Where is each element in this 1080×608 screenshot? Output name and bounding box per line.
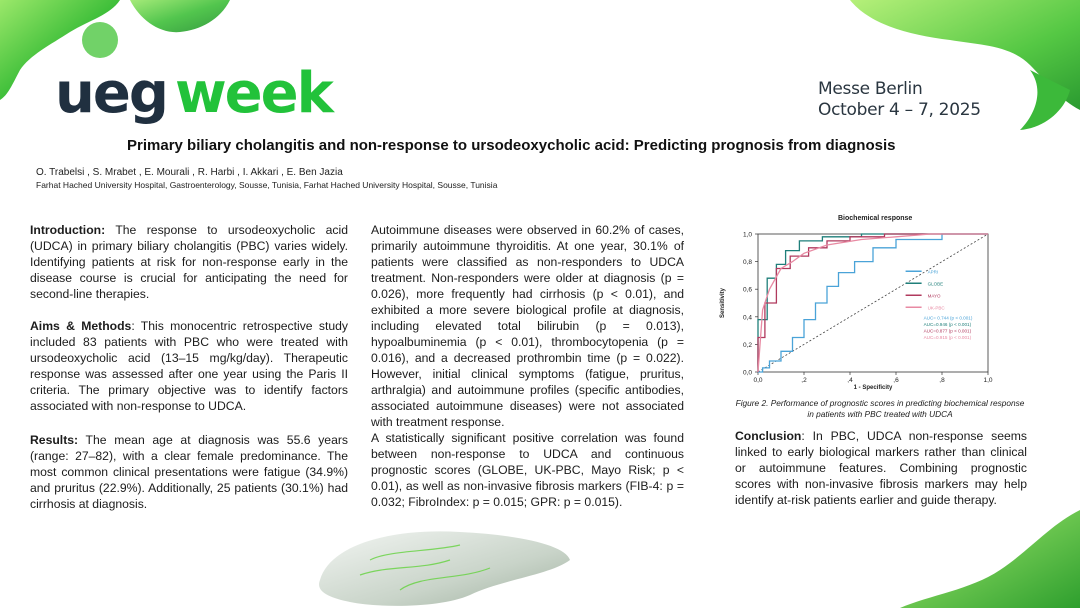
affiliation: Farhat Hached University Hospital, Gastroenterology, Sousse, Tunisia, Farhat Hached University Hospital, Sousse, Tunisia [36, 180, 498, 190]
y-axis-label: Sensitivity [720, 287, 726, 319]
decorative-organ-bottom-right [860, 500, 1080, 608]
y-tick-label: 0,4 [742, 314, 752, 322]
introduction-text: The response to ursodeoxycholic acid (UDCA) in primary biliary cholangitis (PBC) varies widely. Identifying patients at risk for non-response early in the disease course is crucial for anticipating the need for second-line therapies. [30, 223, 348, 301]
legend-label-mayo: MAYO [927, 293, 941, 299]
auc-label-apri: AUC= 0.744 (p < 0.001) [923, 315, 973, 321]
venue-location: Messe Berlin [818, 79, 923, 99]
aims-text: : This monocentric retrospective study included 83 patients with PBC who were treated with ursodeoxycholic acid (13–15 mg/kg/day). Therapeutic response was assessed after one year using the Paris II criteria. The primary objective was to identify factors associated with non-response to UDCA. [30, 319, 348, 413]
results-continued-paragraph: Autoimmune diseases were observed in 60.2% of cases, primarily autoimmune thyroiditis. At one year, 30.1% of patients were classified as non-responders to UDCA treatment. Non-responders were older at diagnosis (p = 0.026), more frequently had cirrhosis (p < 0.01), and exhibited a more severe biological profile at diagnosis, including elevated total bilirubin (p = 0.013), hypoalbuminemia (p < 0.01), thrombocytopenia (p = 0.016), and a decreased prothrombin time (p = 0.022). However, initial clinical symptoms (fatigue, pruritus, arthralgia) and autoimmune profiles (specific antibodies, associated autoimmune diseases) were not associated with treatment response. [371, 223, 684, 429]
introduction-heading: Introduction: [30, 223, 106, 237]
y-tick-label: 0,2 [742, 341, 752, 349]
logo-ueg-text: ueg [55, 61, 167, 126]
x-axis-label: 1 - Specificity [853, 385, 893, 391]
legend-label-uk-pbc: UK-PBC [927, 305, 945, 311]
correlation-paragraph: A statistically significant positive correlation was found between non-response to UDCA and continuous prognostic scores (GLOBE, UK-PBC, Mayo Risk; p < 0.01), as well as non-invasive fibrosis markers (FIB-4: p = 0.032; FibroIndex: p = 0.015; GPR: p = 0.015). [371, 431, 684, 509]
left-column [30, 222, 348, 512]
legend-label-globe: GLOBE [927, 281, 944, 287]
authors: O. Trabelsi , S. Mrabet , E. Mourali , R. Harbi , I. Akkari , E. Ben Jazia [36, 167, 343, 178]
results-text: The mean age at diagnosis was 55.6 years (range: 27–82), with a clear female predominance. The most common clinical presentations were fatigue (34.9%) and pruritus (22.9%). Additionally, 25 patients (30.1%) had cirrhosis at diagnosis. [30, 433, 348, 511]
conclusion-text: : In PBC, UDCA non-response seems linked to early biological markers rather than clinical or autoimmune features. Combining prognostic scores with non-invasive fibrosis markers may help identify at-risk patients earlier and guide therapy. [735, 429, 1027, 507]
aims-methods-section [30, 318, 348, 414]
y-tick-label: 1,0 [742, 231, 752, 239]
chart-title: Biochemical response [838, 215, 913, 222]
auc-label-uk-pbc: AUC=0.915 (p < 0.001) [923, 335, 972, 341]
poster-title: Primary biliary cholangitis and non-response to ursodeoxycholic acid: Predicting prognosis from diagnosis [127, 137, 896, 154]
results-section [30, 432, 348, 512]
roc-chart [710, 222, 1010, 394]
x-tick-label: 0,0 [753, 377, 763, 384]
y-tick-label: 0,6 [742, 286, 752, 294]
venue-dates: October 4 – 7, 2025 [818, 100, 981, 120]
x-tick-label: ,8 [939, 377, 945, 384]
event-venue [818, 79, 981, 121]
conclusion-section [735, 428, 1027, 508]
x-tick-label: ,4 [847, 377, 853, 384]
ueg-week-logo [55, 61, 332, 126]
auc-label-mayo: AUC=0.877 (p < 0.001) [923, 328, 972, 334]
x-tick-label: 1,0 [983, 377, 993, 384]
aims-heading: Aims & Methods [30, 319, 132, 333]
conclusion-heading: Conclusion [735, 429, 802, 443]
right-column [735, 428, 1027, 508]
introduction-section [30, 222, 348, 302]
auc-label-globe: AUC=0.946 (p < 0.001) [923, 322, 972, 328]
middle-column [371, 222, 684, 510]
legend-label-apri: APRI [927, 269, 939, 275]
results-heading: Results: [30, 433, 79, 447]
logo-week-text: week [174, 61, 332, 126]
x-tick-label: ,6 [893, 377, 899, 384]
y-tick-label: 0,8 [742, 259, 752, 267]
figure-caption: Figure 2. Performance of prognostic scores in predicting biochemical response in patients with PBC treated with UDCA [735, 398, 1025, 419]
x-tick-label: ,2 [801, 377, 807, 384]
y-tick-label: 0,0 [742, 369, 752, 377]
decorative-liver-bottom [300, 520, 580, 608]
